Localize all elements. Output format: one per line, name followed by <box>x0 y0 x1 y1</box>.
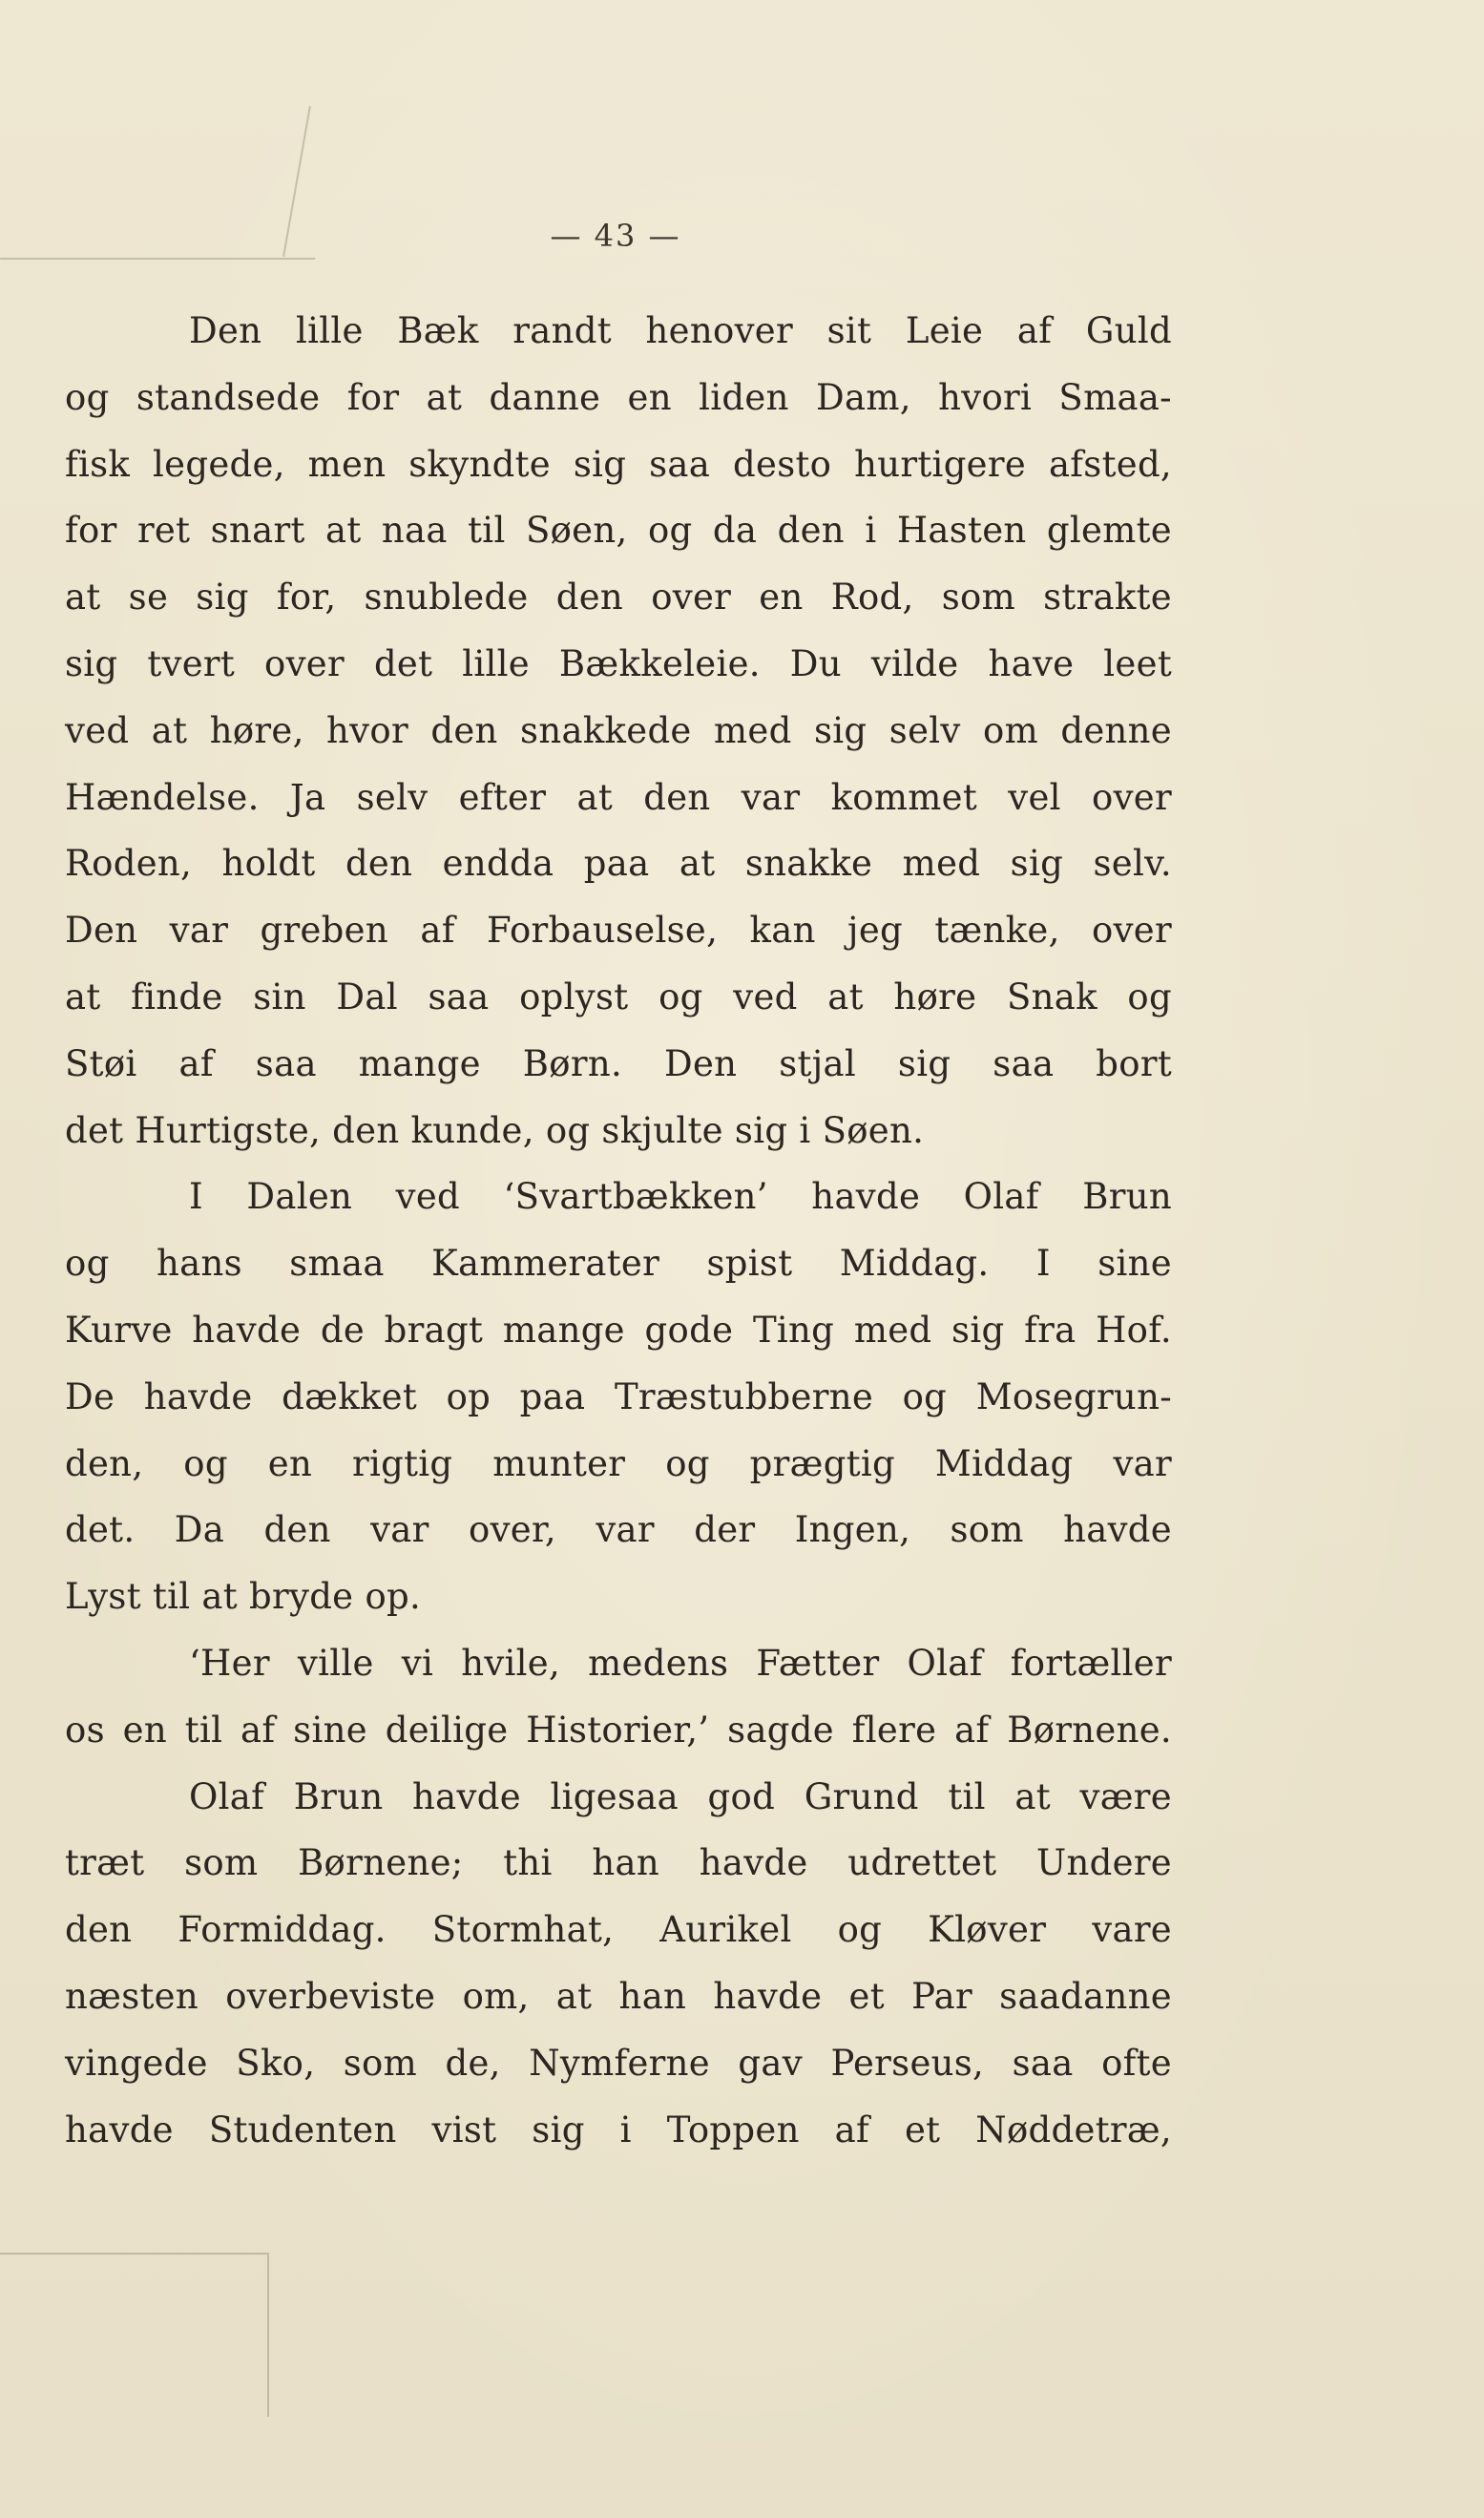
text-line: os en til af sine deilige Historier,’ sagde flere af Børnene. <box>65 1709 1172 1751</box>
text-line: det. Da den var over, var der Ingen, som havde <box>65 1509 1172 1551</box>
text-line: og hans smaa Kammerater spist Middag. I sine <box>65 1243 1172 1285</box>
text-line: Kurve havde de bragt mange gode Ting med sig fra Hof. <box>65 1309 1172 1351</box>
text-line: I Dalen ved ‘Svartbækken’ havde Olaf Brun <box>189 1176 1172 1218</box>
text-line: træt som Børnene; thi han havde udrettet Undere <box>65 1842 1172 1884</box>
text-line: ved at høre, hvor den snakkede med sig selv om denne <box>65 709 1172 751</box>
text-line: Støi af saa mange Børn. Den stjal sig saa bort <box>65 1042 1172 1084</box>
text-line: Roden, holdt den endda paa at snakke med sig selv. <box>65 843 1172 885</box>
text-line: den, og en rigtig munter og prægtig Middag var <box>65 1442 1172 1484</box>
text-line: og standsede for at danne en liden Dam, hvori Smaa- <box>65 376 1172 418</box>
text-line: Den var greben af Forbauselse, kan jeg tænke, over <box>65 910 1172 952</box>
text-line: næsten overbeviste om, at han havde et Par saadanne <box>65 1975 1172 2017</box>
text-line: Hændelse. Ja selv efter at den var kommet vel over <box>65 776 1172 818</box>
text-line: havde Studenten vist sig i Toppen af et Nøddetræ, <box>65 2109 1172 2151</box>
plate-edge-mark-bottom <box>0 2253 269 2417</box>
page-number: — 43 — <box>550 218 681 254</box>
text-line: det Hurtigste, den kunde, og skjulte sig i Søen. <box>65 1109 925 1151</box>
text-line: for ret snart at naa til Søen, og da den i Hasten glemte <box>65 510 1172 552</box>
text-line: vingede Sko, som de, Nymferne gav Perseus, saa ofte <box>65 2042 1172 2084</box>
text-line: at finde sin Dal saa oplyst og ved at høre Snak og <box>65 976 1172 1018</box>
text-line: De havde dækket op paa Træstubberne og Mosegrun- <box>65 1375 1172 1417</box>
text-line: at se sig for, snublede den over en Rod, som strakte <box>65 577 1172 619</box>
text-line: Den lille Bæk randt henover sit Leie af Guld <box>189 310 1172 351</box>
text-line: den Formiddag. Stormhat, Aurikel og Kløver vare <box>65 1909 1172 1951</box>
text-line: Lyst til at bryde op. <box>65 1576 422 1618</box>
body-text <box>65 298 1172 2163</box>
text-line: fisk legede, men skyndte sig saa desto hurtigere afsted, <box>65 443 1172 485</box>
text-line: ‘Her ville vi hvile, medens Fætter Olaf fortæller <box>189 1642 1172 1684</box>
text-line: Olaf Brun havde ligesaa god Grund til at være <box>189 1775 1172 1817</box>
text-line: sig tvert over det lille Bækkeleie. Du vilde have leet <box>65 642 1172 684</box>
